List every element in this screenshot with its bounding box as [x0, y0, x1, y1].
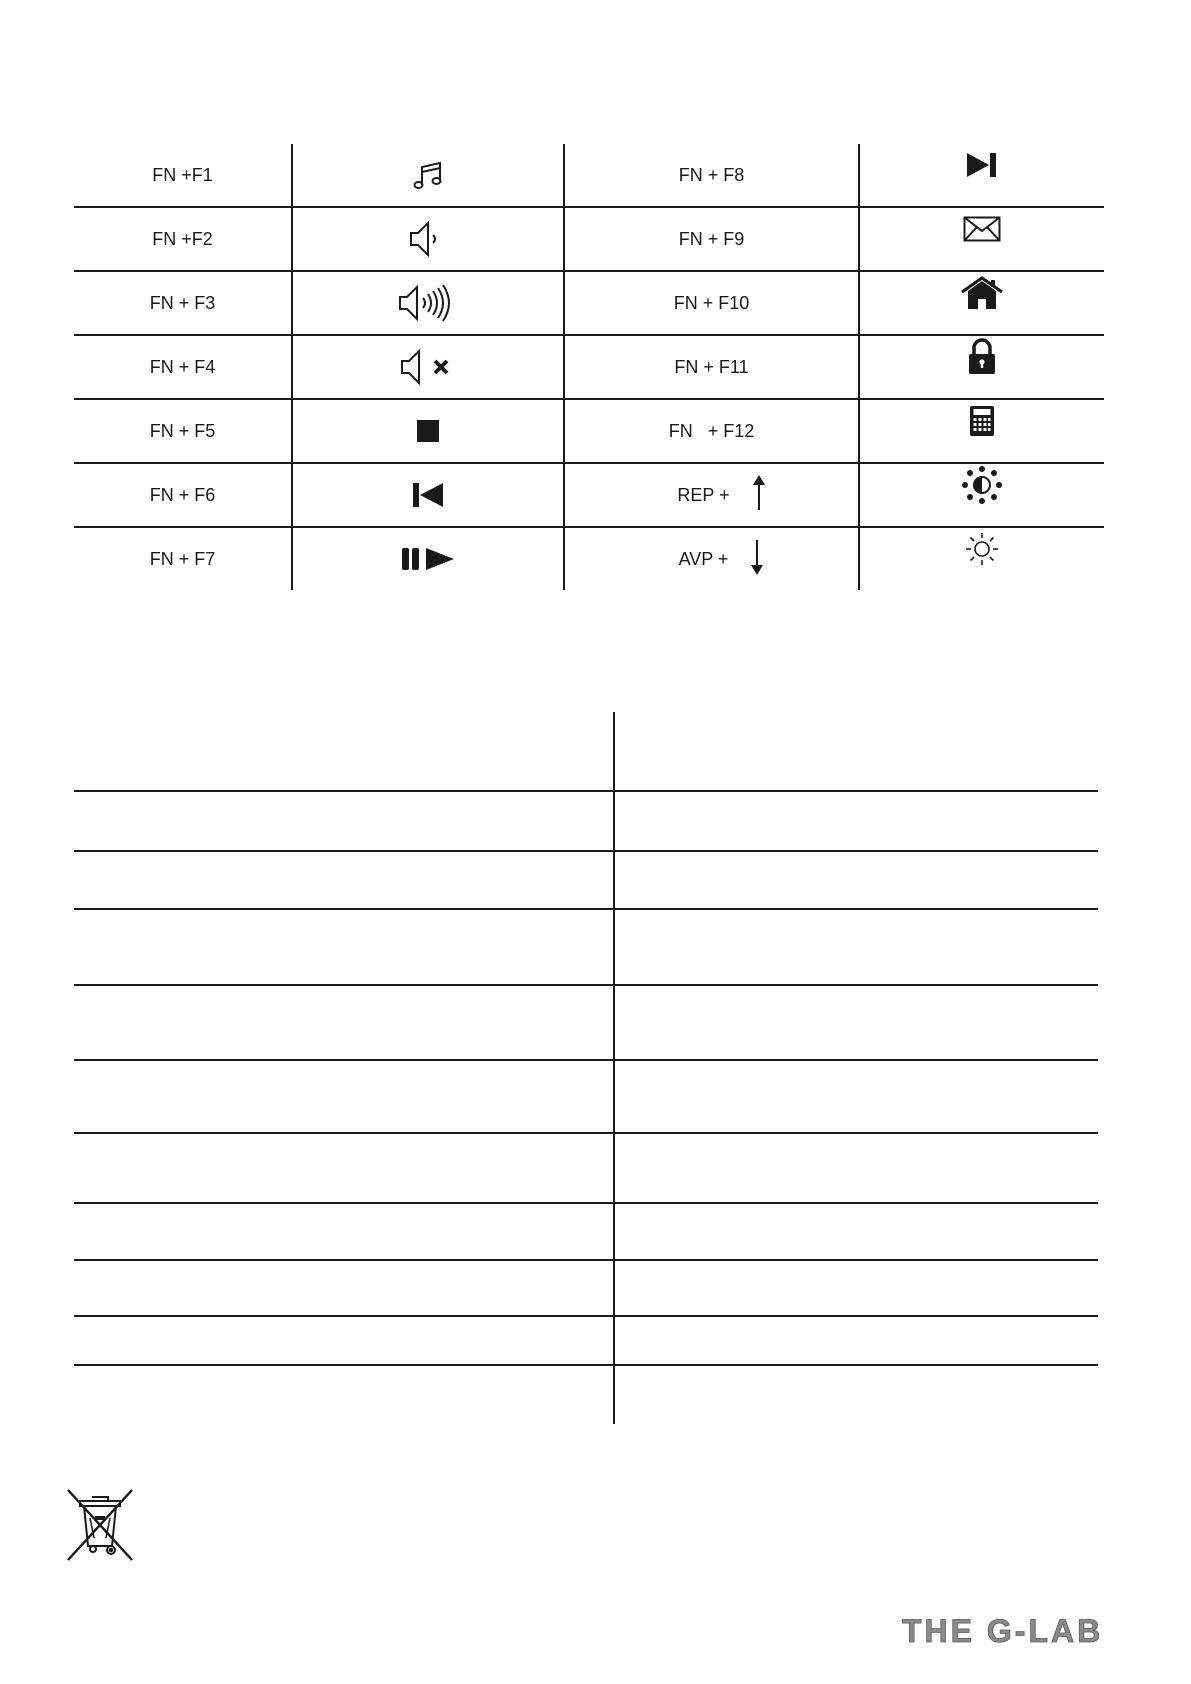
grid-cell [74, 985, 614, 1060]
grid-cell [74, 1260, 614, 1316]
grid-cell [614, 985, 1098, 1060]
grid-cell [74, 909, 614, 985]
next-track-icon [965, 161, 999, 189]
shortcut-key: FN + F3 [74, 271, 292, 335]
grid-cell [614, 1133, 1098, 1203]
grid-cell [74, 1060, 614, 1133]
lock-icon [967, 348, 997, 386]
grid-cell [614, 851, 1098, 909]
grid-row [74, 1365, 1098, 1424]
shortcut-key: REP + [677, 484, 730, 505]
shortcut-key: FN + F6 [74, 463, 292, 527]
shortcut-key: FN + F7 [74, 527, 292, 590]
shortcut-row-7 [74, 527, 1104, 590]
shortcut-row-4 [74, 335, 1104, 399]
empty-grid-table [74, 712, 1098, 1424]
grid-cell [614, 1260, 1098, 1316]
grid-row [74, 1203, 1098, 1260]
home-icon [959, 285, 1005, 321]
grid-row [74, 851, 1098, 909]
crossed-bin-icon [66, 1488, 136, 1567]
shortcut-key: FN + F10 [564, 271, 859, 335]
stop-icon [416, 419, 440, 443]
play-pause-icon [400, 546, 456, 572]
grid-row [74, 1060, 1098, 1133]
shortcut-row-5 [74, 399, 1104, 463]
volume-down-icon [408, 220, 448, 258]
shortcut-key: FN +F1 [152, 164, 213, 185]
shortcut-row-1 [74, 144, 1104, 207]
calculator-icon [969, 415, 995, 447]
grid-cell [614, 1203, 1098, 1260]
grid-cell [74, 712, 614, 791]
shortcut-key: FN + F8 [564, 144, 859, 207]
grid-row [74, 1133, 1098, 1203]
grid-cell [614, 909, 1098, 985]
grid-row [74, 791, 1098, 851]
shortcut-key: FN + F4 [74, 335, 292, 399]
shortcut-key: FN + F5 [74, 399, 292, 463]
shortcut-table [74, 144, 1104, 590]
shortcut-key: AVP + [678, 548, 729, 569]
brightness-down-icon [963, 541, 1001, 577]
the-g-lab-logo-icon [902, 1612, 1138, 1648]
grid-cell [614, 791, 1098, 851]
previous-track-icon [411, 481, 445, 509]
mute-icon [399, 348, 457, 386]
grid-cell [614, 712, 1098, 791]
shortcut-key: FN +F2 [74, 207, 292, 271]
shortcut-row-6 [74, 463, 1104, 527]
logo-text: THE G-LAB [902, 1613, 1104, 1648]
shortcut-row-2 [74, 207, 1104, 271]
grid-cell [74, 1203, 614, 1260]
volume-up-icon [397, 283, 459, 323]
grid-cell [614, 1060, 1098, 1133]
grid-cell [74, 1133, 614, 1203]
grid-row [74, 909, 1098, 985]
arrow-down-icon [750, 539, 764, 580]
arrow-up-icon [752, 475, 766, 516]
grid-cell [74, 1365, 614, 1424]
grid-row [74, 1316, 1098, 1365]
grid-row [74, 1260, 1098, 1316]
grid-cell [74, 1316, 614, 1365]
grid-cell [614, 1365, 1098, 1424]
shortcut-key: FN + F11 [564, 335, 859, 399]
shortcut-row-3 [74, 271, 1104, 335]
shortcut-key: FN + F9 [564, 207, 859, 271]
mail-icon [963, 226, 1001, 252]
music-note-icon [411, 158, 445, 192]
grid-row [74, 712, 1098, 791]
shortcut-key: FN + F12 [564, 399, 859, 463]
grid-cell [614, 1316, 1098, 1365]
brand-logo [902, 1612, 1138, 1653]
grid-cell [74, 851, 614, 909]
brightness-up-icon [960, 475, 1004, 515]
grid-cell [74, 791, 614, 851]
grid-row [74, 985, 1098, 1060]
